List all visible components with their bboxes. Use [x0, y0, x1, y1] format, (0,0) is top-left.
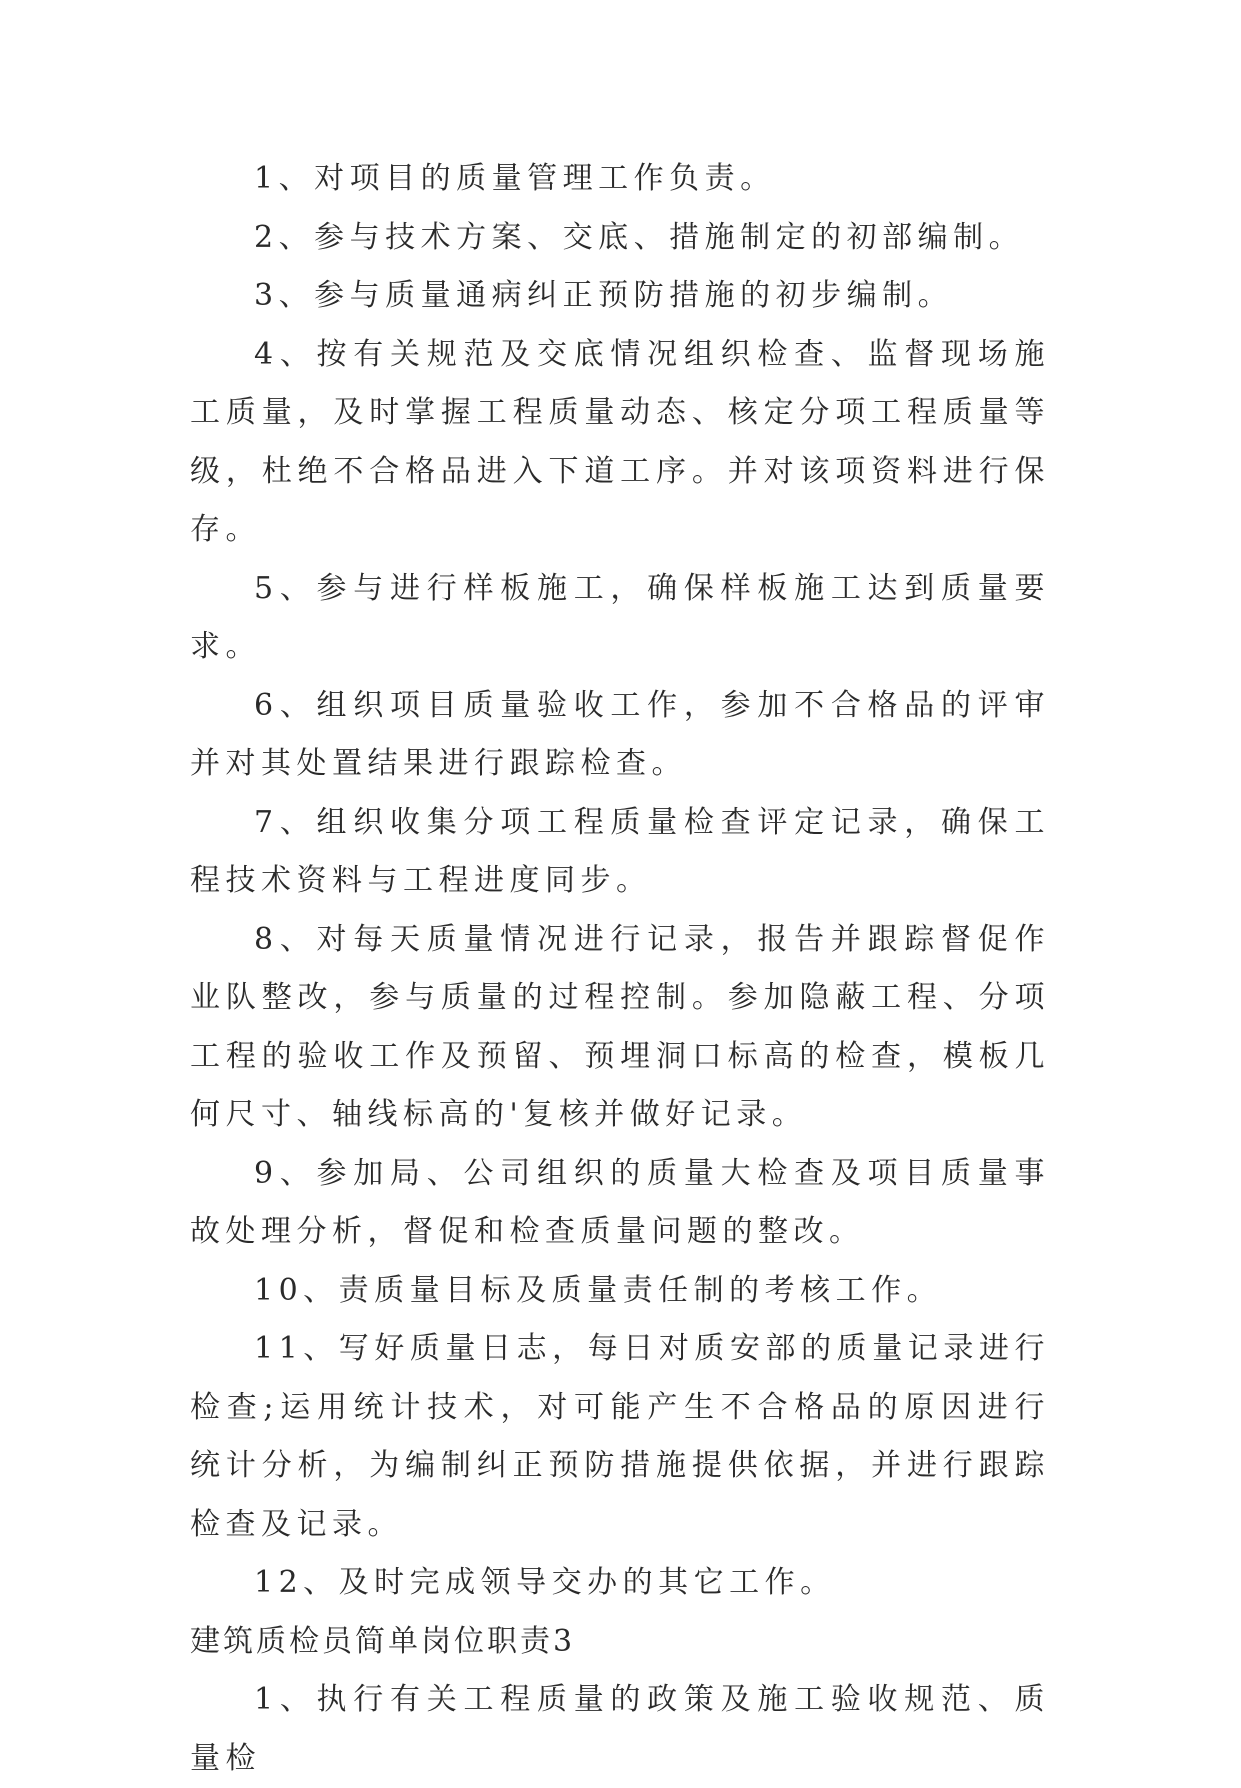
paragraph-section3-1: 1、执行有关工程质量的政策及施工验收规范、质量检 [190, 1682, 1050, 1776]
paragraph-8: 8、对每天质量情况进行记录，报告并跟踪督促作业队整改，参与质量的过程控制。参加隐蔽工程、分项工程的验收工作及预留、预埋洞口标高的检查，模板几何尺寸、轴线标高的'复核并做好记录。 [190, 921, 1050, 1132]
paragraph-9: 9、参加局、公司组织的质量大检查及项目质量事故处理分析，督促和检查质量问题的整改。 [190, 1155, 1050, 1249]
document-body [190, 150, 1050, 1788]
paragraph-2: 2、参与技术方案、交底、措施制定的初部编制。 [254, 219, 1025, 255]
paragraph-3: 3、参与质量通病纠正预防措施的初步编制。 [254, 278, 954, 313]
paragraph-4: 4、按有关规范及交底情况组织检查、监督现场施工质量，及时掌握工程质量动态、核定分项工程质量等级，杜绝不合格品进入下道工序。并对该项资料进行保存。 [190, 336, 1050, 547]
paragraph-11: 11、写好质量日志，每日对质安部的质量记录进行检查;运用统计技术，对可能产生不合格品的原因进行统计分析，为编制纠正预防措施提供依据，并进行跟踪检查及记录。 [190, 1331, 1050, 1542]
paragraph-1: 1、对项目的质量管理工作负责。 [254, 161, 776, 196]
paragraph-5: 5、参与进行样板施工，确保样板施工达到质量要求。 [190, 570, 1050, 664]
paragraph-7: 7、组织收集分项工程质量检查评定记录，确保工程技术资料与工程进度同步。 [190, 804, 1050, 898]
paragraph-6: 6、组织项目质量验收工作，参加不合格品的评审并对其处置结果进行跟踪检查。 [190, 687, 1050, 781]
paragraph-10: 10、责质量目标及质量责任制的考核工作。 [254, 1272, 943, 1308]
paragraph-12: 12、及时完成领导交办的其它工作。 [254, 1565, 836, 1600]
section-heading: 建筑质检员简单岗位职责3 [190, 1623, 576, 1659]
